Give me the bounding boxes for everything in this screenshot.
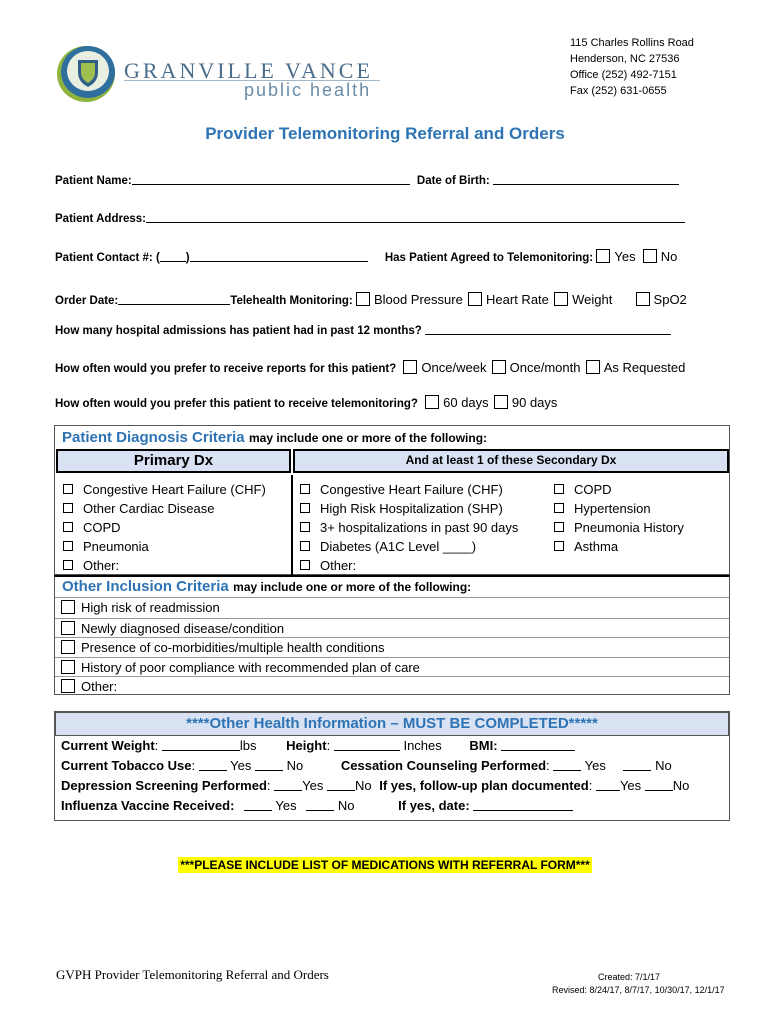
checkbox-icon[interactable] [300, 541, 310, 551]
secondary-dx-label: Other: [320, 558, 357, 573]
address-line: Fax (252) 631-0655 [570, 85, 667, 97]
footer-revised: Revised: 8/24/17, 8/7/17, 10/30/17, 12/1/17 [552, 985, 725, 995]
admissions-row [55, 323, 671, 337]
height-label: Height [286, 738, 327, 753]
telemonitoring-duration-label: How often would you prefer this patient to receive telemonitoring? [55, 398, 418, 410]
agreed-label: Has Patient Agreed to Telemonitoring: [384, 252, 594, 264]
followup-no-field[interactable] [645, 779, 673, 791]
secondary-dx-item[interactable] [300, 518, 518, 537]
influenza-yes-field[interactable] [244, 799, 272, 811]
agreed-no-label: No [660, 249, 678, 264]
as-requested-checkbox[interactable] [586, 360, 600, 374]
secondary-dx-item[interactable] [300, 499, 518, 518]
influenza-row [55, 796, 729, 816]
report-frequency-row [55, 360, 685, 375]
paren-close: ) [185, 252, 190, 264]
depression-yes-label: Yes [302, 778, 324, 793]
influenza-date-field[interactable] [473, 799, 573, 811]
telehealth-label: Telehealth Monitoring: [230, 295, 353, 307]
inclusion-list [55, 598, 729, 696]
secondary-dx-header-label: And at least 1 of these Secondary Dx [405, 453, 617, 467]
checkbox-icon[interactable] [300, 522, 310, 532]
primary-dx-item[interactable] [63, 556, 266, 575]
primary-dx-label: Pneumonia [83, 539, 149, 554]
primary-dx-label: Other: [83, 558, 120, 573]
90-days-label: 90 days [511, 395, 558, 410]
dob-field[interactable] [493, 173, 679, 185]
inclusion-label: Other: [81, 679, 118, 695]
weight-checkbox[interactable] [554, 292, 568, 306]
patient-name-label: Patient Name: [55, 175, 132, 187]
inclusion-item[interactable] [55, 637, 729, 657]
primary-dx-item[interactable] [63, 537, 266, 556]
tobacco-label: Current Tobacco Use [61, 758, 192, 773]
inches-label: Inches [403, 738, 442, 753]
checkbox-icon[interactable] [554, 484, 564, 494]
diagnosis-heading-suffix: may include one or more of the following: [249, 431, 488, 445]
spo2-checkbox[interactable] [636, 292, 650, 306]
report-frequency-label: How often would you prefer to receive reports for this patient? [55, 363, 397, 375]
inclusion-item[interactable] [55, 657, 729, 677]
once-month-label: Once/month [509, 360, 581, 375]
lbs-label: lbs [239, 738, 257, 753]
footer-created: Created: 7/1/17 [598, 972, 661, 982]
height-field[interactable] [334, 739, 400, 751]
influenza-date-label: If yes, date: [398, 798, 470, 813]
tobacco-no-label: No [286, 758, 304, 773]
secondary-dx-label: Congestive Heart Failure (CHF) [320, 482, 503, 497]
secondary-dx-list-a [300, 480, 518, 575]
followup-yes-field[interactable] [596, 779, 620, 791]
secondary-dx-item[interactable] [300, 556, 518, 575]
checkbox-icon[interactable] [61, 679, 75, 693]
followup-no-label: No [672, 778, 690, 793]
other-health-header [55, 712, 729, 736]
diagnosis-criteria-section [54, 425, 730, 575]
secondary-dx-item[interactable] [554, 537, 684, 556]
60-days-label: 60 days [443, 395, 489, 410]
checkbox-icon[interactable] [63, 560, 73, 570]
primary-dx-label: Congestive Heart Failure (CHF) [83, 482, 266, 497]
primary-dx-label: COPD [83, 520, 121, 535]
cessation-yes-field[interactable] [553, 759, 581, 771]
telemonitoring-duration-row [55, 395, 557, 410]
bmi-label: BMI: [469, 738, 498, 753]
secondary-dx-label: High Risk Hospitalization (SHP) [320, 501, 503, 516]
agreed-yes-checkbox[interactable] [596, 249, 610, 263]
depression-row: Depression Screening Performed: Yes No If yes, follow-up plan documented: Yes No [61, 778, 690, 793]
admissions-field[interactable] [425, 323, 671, 335]
secondary-dx-label: COPD [574, 482, 612, 497]
footer-title: GVPH Provider Telemonitoring Referral and Orders [56, 967, 329, 982]
heart-rate-checkbox[interactable] [468, 292, 482, 306]
address-line: Henderson, NC 27536 [570, 53, 680, 65]
secondary-dx-item[interactable] [300, 537, 518, 556]
cessation-no-field[interactable] [623, 759, 651, 771]
cessation-no-label: No [655, 758, 672, 773]
secondary-dx-header [293, 449, 729, 473]
secondary-dx-label: 3+ hospitalizations in past 90 days [320, 520, 519, 535]
checkbox-icon[interactable] [61, 660, 75, 674]
once-week-label: Once/week [421, 360, 487, 375]
patient-contact-field[interactable] [190, 250, 368, 262]
once-month-checkbox[interactable] [492, 360, 506, 374]
checkbox-icon[interactable] [554, 541, 564, 551]
secondary-dx-item[interactable] [300, 480, 518, 499]
weight-field[interactable] [162, 739, 240, 751]
influenza-no-label: No [337, 798, 355, 813]
checkbox-icon[interactable] [61, 621, 75, 635]
dx-divider [291, 475, 293, 575]
checkbox-icon[interactable] [554, 522, 564, 532]
once-week-checkbox[interactable] [403, 360, 417, 374]
heart-rate-label: Heart Rate [486, 292, 549, 307]
diagnosis-heading-title: Patient Diagnosis Criteria [62, 429, 245, 446]
primary-dx-header [56, 449, 291, 473]
cessation-label: Cessation Counseling Performed [340, 758, 547, 773]
60-days-checkbox[interactable] [425, 395, 439, 409]
logo-name: GRANVILLE VANCE [124, 58, 373, 83]
secondary-dx-item[interactable] [554, 480, 684, 499]
inclusion-item[interactable] [55, 618, 729, 638]
inclusion-criteria-section [54, 575, 730, 695]
primary-dx-list [63, 480, 266, 575]
dob-label: Date of Birth: [416, 175, 490, 187]
logo-emblem [54, 40, 118, 104]
blood-pressure-label: Blood Pressure [373, 292, 463, 307]
logo [54, 40, 384, 106]
secondary-dx-label: Hypertension [574, 501, 651, 516]
90-days-checkbox[interactable] [494, 395, 508, 409]
checkbox-icon[interactable] [300, 503, 310, 513]
depression-no-label: No [354, 778, 372, 793]
patient-name-field[interactable] [132, 173, 410, 185]
patient-contact-label: Patient Contact #: ( [55, 252, 160, 264]
order-date-field[interactable] [118, 293, 230, 305]
tobacco-no-field[interactable] [255, 759, 283, 771]
other-health-heading: ****Other Health Information – MUST BE COMPLETED***** [186, 715, 598, 732]
primary-dx-item[interactable] [63, 499, 266, 518]
address-line: Office (252) 492-7151 [570, 69, 677, 81]
order-date-row [55, 292, 687, 307]
order-date-label: Order Date: [55, 295, 119, 307]
weight-height-row: Current Weight: lbs Height: Inches BMI: [55, 736, 729, 756]
area-code-field[interactable] [160, 250, 186, 262]
primary-dx-label: Other Cardiac Disease [83, 501, 215, 516]
patient-contact-row [55, 249, 677, 264]
influenza-yes-label: Yes [275, 798, 297, 813]
inclusion-heading-suffix: may include one or more of the following: [233, 580, 472, 594]
logo-subtitle: public health [244, 80, 372, 100]
as-requested-label: As Requested [603, 360, 686, 375]
inclusion-heading-title: Other Inclusion Criteria [62, 578, 229, 595]
current-weight-label: Current Weight [61, 738, 155, 753]
patient-address-row [55, 211, 685, 225]
inclusion-item[interactable] [55, 676, 729, 696]
patient-name-row [55, 173, 679, 187]
followup-label: If yes, follow-up plan documented [379, 778, 589, 793]
secondary-dx-label: Asthma [574, 539, 619, 554]
followup-yes-label: Yes [619, 778, 642, 793]
primary-dx-header-label: Primary Dx [133, 452, 214, 469]
page-title: Provider Telemonitoring Referral and Orders [205, 124, 565, 143]
diagnosis-heading [62, 429, 487, 447]
secondary-dx-list-b [554, 480, 684, 556]
inclusion-label: History of poor compliance with recommended plan of care [81, 659, 420, 675]
tobacco-yes-field[interactable] [199, 759, 227, 771]
depression-no-field[interactable] [327, 779, 355, 791]
patient-address-label: Patient Address: [55, 213, 146, 225]
influenza-label: Influenza Vaccine Received: [61, 798, 235, 813]
patient-address-field[interactable] [146, 211, 685, 223]
checkbox-icon[interactable] [63, 522, 73, 532]
admissions-label: How many hospital admissions has patient had in past 12 months? [55, 325, 422, 337]
cessation-yes-label: Yes [584, 758, 606, 773]
secondary-dx-label: Diabetes (A1C Level ____) [320, 539, 477, 554]
agreed-no-checkbox[interactable] [643, 249, 657, 263]
inclusion-heading [55, 577, 729, 598]
agreed-yes-label: Yes [614, 249, 636, 264]
bmi-field[interactable] [501, 739, 575, 751]
blood-pressure-checkbox[interactable] [356, 292, 370, 306]
influenza-no-field[interactable] [306, 799, 334, 811]
secondary-dx-label: Pneumonia History [574, 520, 684, 535]
medications-notice: ***PLEASE INCLUDE LIST OF MEDICATIONS WITH REFERRAL FORM*** [180, 858, 590, 872]
checkbox-icon[interactable] [63, 484, 73, 494]
inclusion-label: Presence of co-morbidities/multiple health conditions [81, 640, 385, 656]
inclusion-item[interactable] [55, 598, 729, 618]
checkbox-icon[interactable] [300, 484, 310, 494]
office-address [570, 35, 694, 99]
tobacco-row: Current Tobacco Use: Yes No Cessation Counseling Performed: Yes No [61, 758, 672, 773]
other-health-section [54, 711, 730, 821]
checkbox-icon[interactable] [63, 541, 73, 551]
medications-notice-wrapper [0, 856, 770, 874]
primary-dx-item[interactable] [63, 480, 266, 499]
spo2-label: SpO2 [653, 292, 687, 307]
checkbox-icon[interactable] [63, 503, 73, 513]
inclusion-label: Newly diagnosed disease/condition [81, 620, 285, 636]
address-line: 115 Charles Rollins Road [570, 37, 694, 49]
checkbox-icon[interactable] [300, 560, 310, 570]
depression-yes-field[interactable] [274, 779, 302, 791]
weight-label: Weight [572, 292, 613, 307]
checkbox-icon[interactable] [61, 640, 75, 654]
depression-label: Depression Screening Performed [61, 778, 267, 793]
secondary-dx-item[interactable] [554, 518, 684, 537]
checkbox-icon[interactable] [61, 600, 75, 614]
secondary-dx-item[interactable] [554, 499, 684, 518]
primary-dx-item[interactable] [63, 518, 266, 537]
inclusion-label: High risk of readmission [81, 600, 220, 615]
tobacco-yes-label: Yes [230, 758, 252, 773]
checkbox-icon[interactable] [554, 503, 564, 513]
